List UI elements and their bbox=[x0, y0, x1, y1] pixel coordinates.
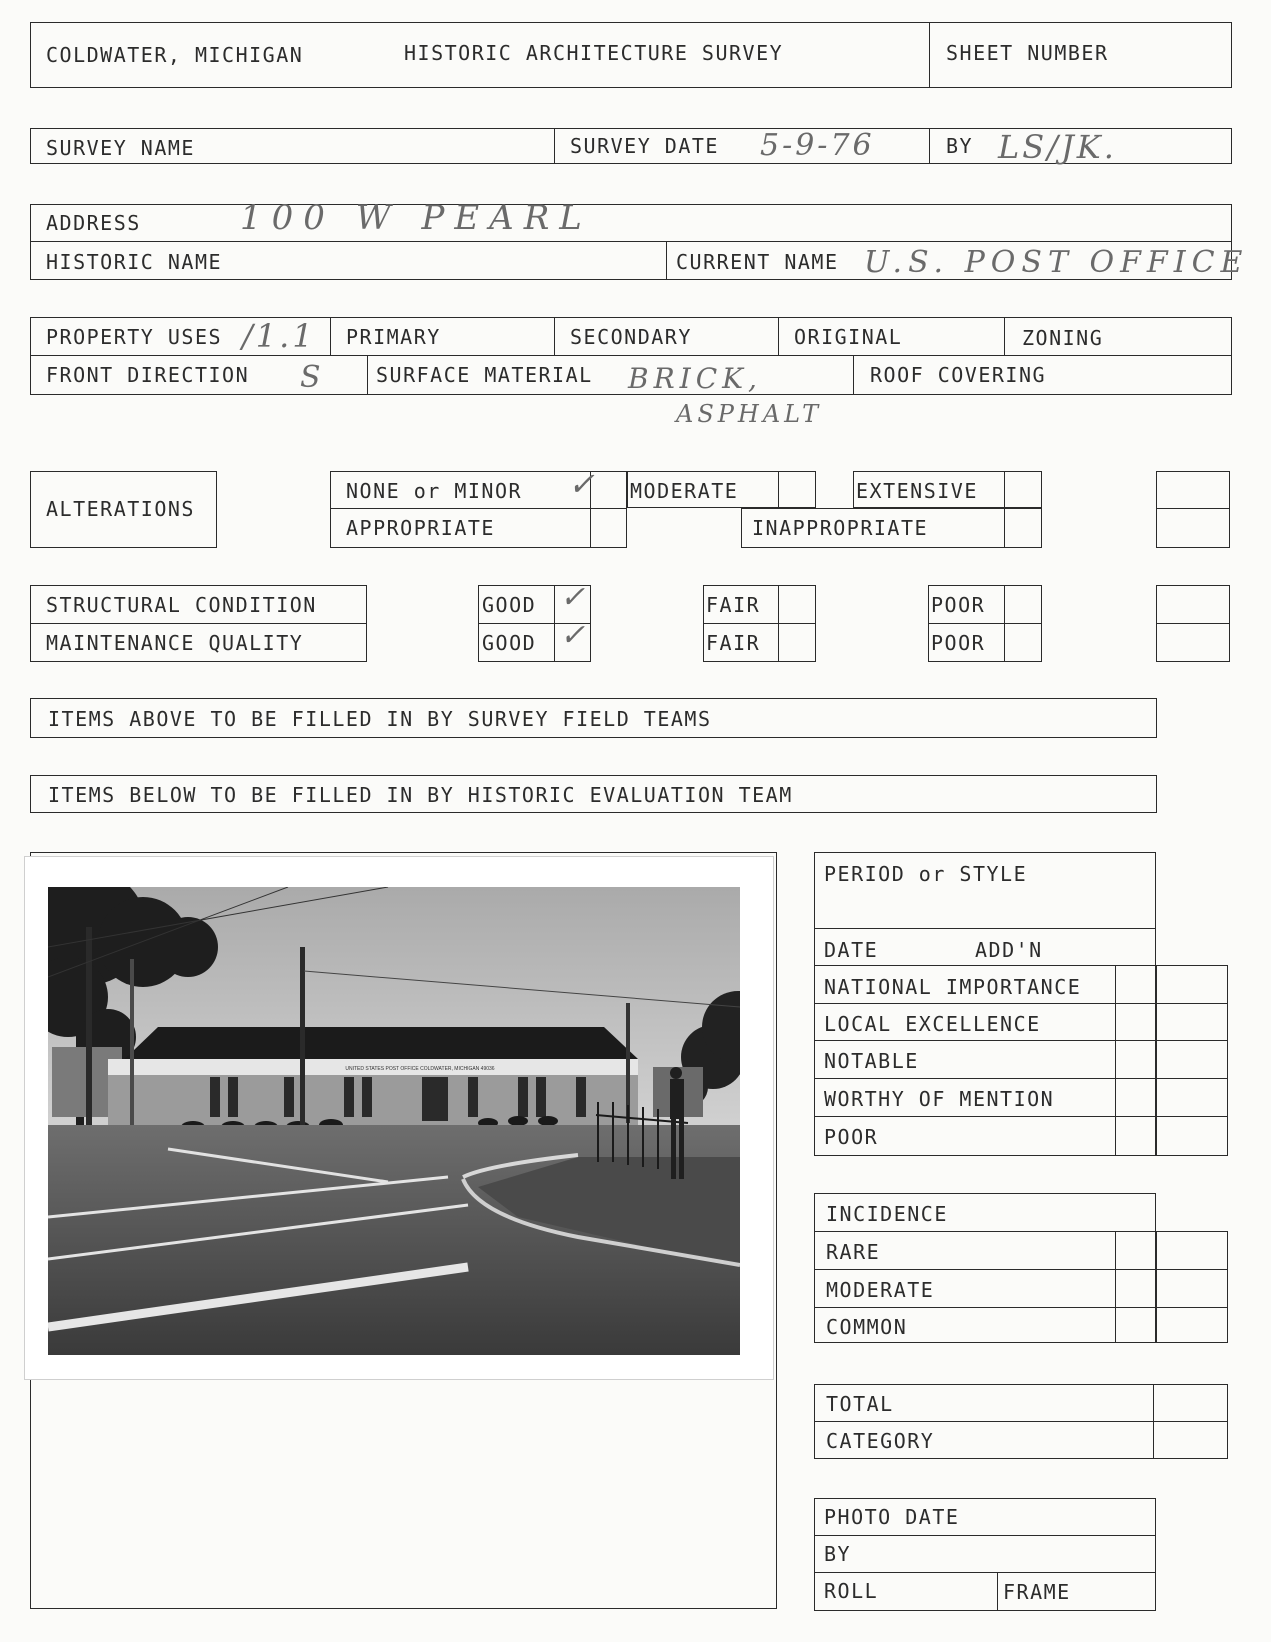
alterations-score-divider bbox=[1156, 508, 1230, 509]
street-light-pole bbox=[300, 947, 305, 1127]
extensive-label: EXTENSIVE bbox=[856, 479, 978, 503]
structural-condition-label: STRUCTURAL CONDITION bbox=[46, 593, 317, 617]
rating-notable: NOTABLE bbox=[824, 1049, 919, 1073]
extensive-checkbox[interactable] bbox=[1005, 472, 1041, 507]
maintenance-good-check: ✓ bbox=[560, 618, 589, 653]
total-divider-v bbox=[1153, 1384, 1154, 1459]
surface-material-value: BRICK, bbox=[628, 362, 762, 395]
photo-info-divider-2 bbox=[814, 1572, 1156, 1573]
photo-info-divider-1 bbox=[814, 1535, 1156, 1536]
primary-label: PRIMARY bbox=[346, 325, 441, 349]
front-direction-label: FRONT DIRECTION bbox=[46, 363, 250, 387]
ratings-score-box bbox=[1115, 965, 1228, 1156]
incidence-divider-1 bbox=[814, 1269, 1228, 1270]
rating-poor: POOR bbox=[824, 1125, 879, 1149]
note-above: ITEMS ABOVE TO BE FILLED IN BY SURVEY FIELD TEAMS bbox=[48, 707, 712, 731]
photo-info-divider-v bbox=[997, 1572, 998, 1611]
survey-title: HISTORIC ARCHITECTURE SURVEY bbox=[404, 41, 784, 65]
survey-divider-2 bbox=[929, 128, 930, 164]
property-divider-3 bbox=[778, 317, 779, 355]
photo-by-label: BY bbox=[824, 1542, 852, 1566]
maintenance-poor-checkbox[interactable] bbox=[1005, 624, 1041, 661]
incidence-label: INCIDENCE bbox=[826, 1202, 948, 1226]
period-style-label: PERIOD or STYLE bbox=[824, 862, 1028, 886]
address-divider-h bbox=[30, 241, 1232, 242]
address-value: 100 W PEARL bbox=[240, 198, 592, 238]
property-divider-2 bbox=[554, 317, 555, 355]
incidence-common: COMMON bbox=[826, 1315, 908, 1339]
rating-divider-4 bbox=[814, 1116, 1228, 1117]
frame-label: FRAME bbox=[1003, 1580, 1071, 1604]
structural-poor-label: POOR bbox=[931, 593, 986, 617]
city-title: COLDWATER, MICHIGAN bbox=[46, 43, 304, 67]
original-label: ORIGINAL bbox=[794, 325, 903, 349]
current-name-value: U.S. POST OFFICE bbox=[864, 245, 1249, 280]
alterations-label: ALTERATIONS bbox=[46, 497, 195, 521]
total-label: TOTAL bbox=[826, 1392, 894, 1416]
appropriate-checkbox[interactable] bbox=[591, 509, 626, 547]
date-label: DATE bbox=[824, 938, 879, 962]
secondary-label: SECONDARY bbox=[570, 325, 692, 349]
inappropriate-label: INAPPROPRIATE bbox=[752, 516, 929, 540]
property-uses-label: PROPERTY USES bbox=[46, 325, 223, 349]
rating-divider-3 bbox=[814, 1078, 1228, 1079]
roof-covering-value: ASPHALT bbox=[676, 400, 823, 428]
structural-good-label: GOOD bbox=[482, 593, 537, 617]
property-uses-value: /1.1 bbox=[242, 317, 316, 355]
condition-score-divider bbox=[1156, 623, 1230, 624]
utility-pole bbox=[86, 927, 92, 1137]
survey-divider-1 bbox=[554, 128, 555, 164]
roll-label: ROLL bbox=[824, 1579, 879, 1603]
structural-good-check: ✓ bbox=[560, 580, 589, 615]
maintenance-good-label: GOOD bbox=[482, 631, 537, 655]
survey-name-label: SURVEY NAME bbox=[46, 136, 195, 160]
front-direction-value: S bbox=[300, 360, 324, 395]
incidence-divider-2 bbox=[814, 1307, 1228, 1308]
total-divider-h bbox=[814, 1421, 1228, 1422]
property-divider-4 bbox=[1004, 317, 1005, 355]
none-minor-divider-h bbox=[330, 508, 627, 509]
roof-covering-label: ROOF COVERING bbox=[870, 363, 1047, 387]
post-office-sign: UNITED STATES POST OFFICE COLDWATER, MICHIGAN 49036 bbox=[345, 1066, 495, 1072]
structural-poor-checkbox[interactable] bbox=[1005, 586, 1041, 622]
addn-label: ADD'N bbox=[975, 938, 1043, 962]
rating-divider-1 bbox=[814, 1003, 1228, 1004]
post-office-wall bbox=[108, 1075, 638, 1127]
maintenance-poor-label: POOR bbox=[931, 631, 986, 655]
post-office-photo bbox=[48, 887, 740, 1355]
historic-name-label: HISTORIC NAME bbox=[46, 250, 223, 274]
note-below: ITEMS BELOW TO BE FILLED IN BY HISTORIC EVALUATION TEAM bbox=[48, 783, 793, 807]
none-minor-check: ✓ bbox=[568, 465, 598, 503]
by-value: LS/JK. bbox=[998, 128, 1117, 166]
current-name-label: CURRENT NAME bbox=[676, 250, 839, 274]
property-divider-6 bbox=[853, 355, 854, 395]
none-minor-label: NONE or MINOR bbox=[346, 479, 523, 503]
sheet-number-label: SHEET NUMBER bbox=[946, 41, 1109, 65]
header-divider bbox=[929, 22, 930, 88]
address-label: ADDRESS bbox=[46, 211, 141, 235]
incidence-rare: RARE bbox=[826, 1240, 881, 1264]
rating-national-importance: NATIONAL IMPORTANCE bbox=[824, 975, 1082, 999]
structural-fair-label: FAIR bbox=[706, 593, 761, 617]
property-divider-h bbox=[30, 355, 1232, 356]
photo-date-label: PHOTO DATE bbox=[824, 1505, 960, 1529]
structural-fair-checkbox[interactable] bbox=[779, 586, 815, 622]
survey-date-label: SURVEY DATE bbox=[570, 134, 719, 158]
rating-worthy-of-mention: WORTHY OF MENTION bbox=[824, 1087, 1055, 1111]
alterations-score-box bbox=[1156, 471, 1230, 548]
category-label: CATEGORY bbox=[826, 1429, 935, 1453]
ratings-score-divider bbox=[1156, 965, 1157, 1156]
maintenance-fair-checkbox[interactable] bbox=[779, 624, 815, 661]
by-label: BY bbox=[946, 134, 974, 158]
property-divider-5 bbox=[367, 355, 368, 395]
moderate-checkbox[interactable] bbox=[779, 472, 815, 507]
property-divider-1 bbox=[330, 317, 331, 355]
rating-local-excellence: LOCAL EXCELLENCE bbox=[824, 1012, 1041, 1036]
incidence-moderate: MODERATE bbox=[826, 1278, 935, 1302]
period-style-divider bbox=[814, 928, 1156, 929]
appropriate-label: APPROPRIATE bbox=[346, 516, 495, 540]
condition-label-divider bbox=[30, 623, 367, 624]
moderate-label: MODERATE bbox=[630, 479, 739, 503]
incidence-score-box bbox=[1115, 1231, 1228, 1343]
maintenance-fair-label: FAIR bbox=[706, 631, 761, 655]
incidence-score-divider bbox=[1156, 1231, 1157, 1343]
address-divider-v bbox=[666, 241, 667, 280]
survey-date-value: 5-9-76 bbox=[760, 128, 875, 163]
rating-divider-2 bbox=[814, 1040, 1228, 1041]
flag-pole bbox=[130, 959, 134, 1129]
inappropriate-checkbox[interactable] bbox=[1005, 509, 1041, 547]
maintenance-quality-label: MAINTENANCE QUALITY bbox=[46, 631, 304, 655]
surface-material-label: SURFACE MATERIAL bbox=[376, 363, 593, 387]
zoning-label: ZONING bbox=[1022, 326, 1104, 350]
